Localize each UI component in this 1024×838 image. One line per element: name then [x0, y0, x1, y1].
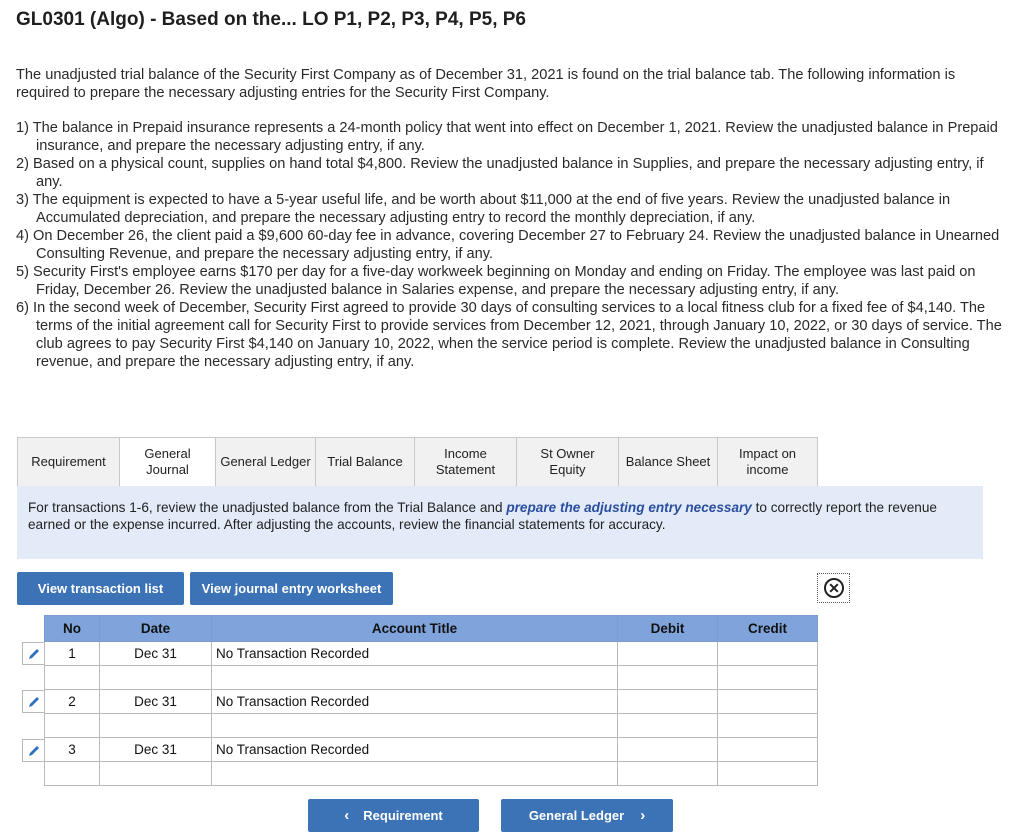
row-no: 3 [45, 738, 100, 762]
instruction-prefix: For transactions 1-6, review the unadjusted balance from the Trial Balance and [28, 500, 507, 515]
journal-table [44, 615, 818, 786]
col-header-date: Date [100, 616, 212, 642]
row-debit [618, 738, 718, 762]
prev-requirement-button[interactable] [308, 799, 479, 832]
pencil-icon [27, 647, 41, 661]
chevron-left-icon: ‹ [344, 807, 350, 824]
next-general-ledger-button[interactable] [501, 799, 673, 832]
list-item: 4) On December 26, the client paid a $9,600 60-day fee in advance, covering December 27 to February 24. Review the unadjusted balance in Unearned Consulting Revenue, and prepare the necessary adjusting entry, if any. [16, 228, 1000, 262]
table-row [45, 666, 818, 690]
tab-income-statement[interactable]: Income Statement [415, 437, 517, 487]
col-header-no: No [45, 616, 100, 642]
tab-st-owner-equity[interactable]: St Owner Equity [517, 437, 619, 487]
tab-requirement[interactable]: Requirement [17, 437, 120, 487]
intro-text: The unadjusted trial balance of the Security First Company as of December 31, 2021 is found on the trial balance tab. The following information is required to prepare the necessary adjusting entries for the Security First Company. [16, 67, 956, 101]
instruction-panel [17, 486, 983, 559]
row-account: No Transaction Recorded [212, 738, 618, 762]
table-row [45, 642, 818, 666]
list-item: 1) The balance in Prepaid insurance represents a 24-month policy that went into effect on December 1, 2021. Review the unadjusted balance in Prepaid insurance, and prepare the necessary adjusting entry, if any. [16, 120, 998, 154]
chevron-right-icon: › [640, 807, 646, 824]
instruction-suffix: to correctly report the revenue earned or the expense incurred. After adjusting the accounts, review the financial statements for accuracy. [28, 500, 937, 532]
pencil-icon [27, 744, 41, 758]
tab-general-journal[interactable]: General Journal [120, 437, 216, 487]
row-date: Dec 31 [100, 690, 212, 714]
col-header-account: Account Title [212, 616, 618, 642]
row-debit [618, 690, 718, 714]
close-button[interactable] [817, 573, 850, 603]
table-row [45, 738, 818, 762]
table-row [45, 762, 818, 786]
row-account: No Transaction Recorded [212, 642, 618, 666]
tab-bar [17, 437, 818, 487]
row-no: 1 [45, 642, 100, 666]
view-transaction-list-button[interactable]: View transaction list [17, 572, 184, 605]
edit-entry-1-button[interactable] [22, 642, 45, 665]
list-item: 3) The equipment is expected to have a 5-year useful life, and be worth about $11,000 at the end of five years. Review the unadjusted balance in Accumulated depreciation, and prepare the necessary adjusting entry to record the monthly depreciation, if any. [16, 192, 951, 226]
list-item: 5) Security First's employee earns $170 per day for a five-day workweek beginning on Monday and ending on Friday. The employee was last paid on Friday, December 26. Review the unadjusted balance in Salaries expense, and prepare the necessary adjusting entry, if any. [16, 264, 976, 298]
table-row [45, 690, 818, 714]
row-debit [618, 642, 718, 666]
prev-button-label: Requirement [363, 808, 443, 823]
table-row [45, 714, 818, 738]
pencil-icon [27, 695, 41, 709]
table-header-row [45, 616, 818, 642]
row-credit [718, 690, 818, 714]
list-item: 2) Based on a physical count, supplies on hand total $4,800. Review the unadjusted balance in Supplies, and prepare the necessary adjusting entry, if any. [16, 156, 984, 190]
next-button-label: General Ledger [528, 808, 625, 823]
row-date: Dec 31 [100, 642, 212, 666]
row-no: 2 [45, 690, 100, 714]
row-date: Dec 31 [100, 738, 212, 762]
list-item: 6) In the second week of December, Security First agreed to provide 30 days of consulting services to a local fitness club for a fixed fee of $4,140. The terms of the initial agreement call for Security First to provide services from December 12, 2021, through January 10, 2022, or 30 days of service. The club agrees to pay Security First $4,140 on January 10, 2022, when the service period is complete. Review the unadjusted balance in Consulting revenue, and prepare the necessary adjusting entry, if any. [16, 300, 1002, 370]
col-header-debit: Debit [618, 616, 718, 642]
tab-trial-balance[interactable]: Trial Balance [316, 437, 415, 487]
row-credit [718, 738, 818, 762]
requirement-list [16, 119, 1006, 371]
instruction-emphasis: prepare the adjusting entry necessary [506, 500, 752, 515]
row-account: No Transaction Recorded [212, 690, 618, 714]
tab-impact-on-income[interactable]: Impact on income [718, 437, 818, 487]
row-credit [718, 642, 818, 666]
page-title: GL0301 (Algo) - Based on the... LO P1, P2, P3, P4, P5, P6 [16, 9, 526, 30]
tab-general-ledger[interactable]: General Ledger [216, 437, 316, 487]
col-header-credit: Credit [718, 616, 818, 642]
close-circle-icon [823, 577, 845, 599]
tab-balance-sheet[interactable]: Balance Sheet [619, 437, 718, 487]
edit-entry-3-button[interactable] [22, 739, 45, 762]
view-journal-entry-worksheet-button[interactable]: View journal entry worksheet [190, 572, 393, 605]
edit-entry-2-button[interactable] [22, 690, 45, 713]
